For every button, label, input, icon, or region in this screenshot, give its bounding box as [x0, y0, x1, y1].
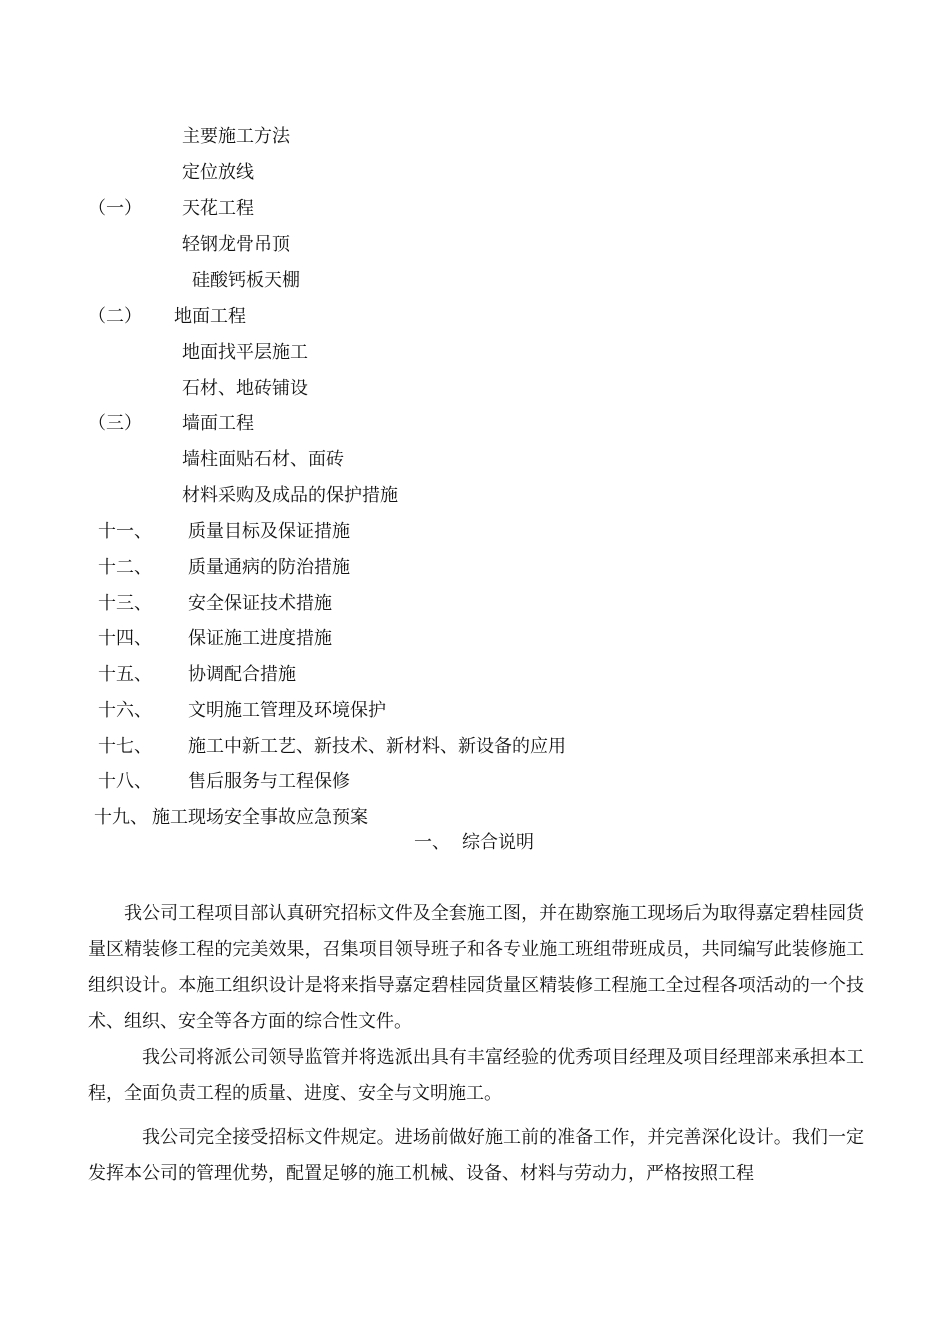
toc-number: 十一、	[98, 521, 152, 542]
toc-number: 十三、	[98, 593, 152, 614]
toc-text: 墙柱面贴石材、面砖	[182, 449, 344, 470]
toc-text: 保证施工进度措施	[188, 628, 332, 649]
toc-number: 十六、	[98, 700, 152, 721]
toc-text: 墙面工程	[182, 413, 254, 434]
toc-text: 轻钢龙骨吊顶	[182, 234, 290, 255]
toc-text: 地面工程	[174, 306, 246, 327]
toc-text: 主要施工方法	[182, 126, 290, 147]
toc-text: 施工现场安全事故应急预案	[152, 807, 368, 828]
toc-text: 天花工程	[182, 198, 254, 219]
toc-text: 施工中新工艺、新技术、新材料、新设备的应用	[188, 736, 566, 757]
toc-number: （一）	[88, 198, 142, 219]
toc-number: 十七、	[98, 736, 152, 757]
toc-number: 十四、	[98, 628, 152, 649]
body-paragraph: 我公司完全接受招标文件规定。进场前做好施工前的准备工作，并完善深化设计。我们一定发挥本公司的管理优势，配置足够的施工机械、设备、材料与劳动力，严格按照工程	[88, 1127, 864, 1184]
toc-text: 地面找平层施工	[182, 342, 308, 363]
section-title: 综合说明	[462, 832, 534, 853]
toc-text: 硅酸钙板天棚	[192, 270, 300, 291]
toc-text: 售后服务与工程保修	[188, 771, 350, 792]
toc-number: （二）	[88, 306, 142, 327]
toc-text: 石材、地砖铺设	[182, 378, 308, 399]
toc-text: 定位放线	[182, 162, 254, 183]
section-number: 一、	[414, 832, 450, 853]
toc-number: 十八、	[98, 771, 152, 792]
toc-number: 十五、	[98, 664, 152, 685]
body-paragraph: 我公司将派公司领导监管并将选派出具有丰富经验的优秀项目经理及项目经理部来承担本工程，全面负责工程的质量、进度、安全与文明施工。	[88, 1047, 864, 1104]
toc-text: 质量目标及保证措施	[188, 521, 350, 542]
body-paragraph: 我公司工程项目部认真研究招标文件及全套施工图，并在勘察施工现场后为取得嘉定碧桂园货量区精装修工程的完美效果，召集项目领导班子和各专业施工班组带班成员，共同编写此装修施工组织设计。本施工组织设计是将来指导嘉定碧桂园货量区精装修工程施工全过程各项活动的一个技术、组织、安全等各方面的综合性文件。	[88, 903, 864, 1032]
toc-text: 协调配合措施	[188, 664, 296, 685]
toc-text: 安全保证技术措施	[188, 593, 332, 614]
toc-text: 文明施工管理及环境保护	[188, 700, 386, 721]
toc-number: 十二、	[98, 557, 152, 578]
toc-text: 材料采购及成品的保护措施	[182, 485, 398, 506]
toc-number: （三）	[88, 413, 142, 434]
toc-text: 质量通病的防治措施	[188, 557, 350, 578]
toc-number: 十九、	[94, 807, 148, 828]
